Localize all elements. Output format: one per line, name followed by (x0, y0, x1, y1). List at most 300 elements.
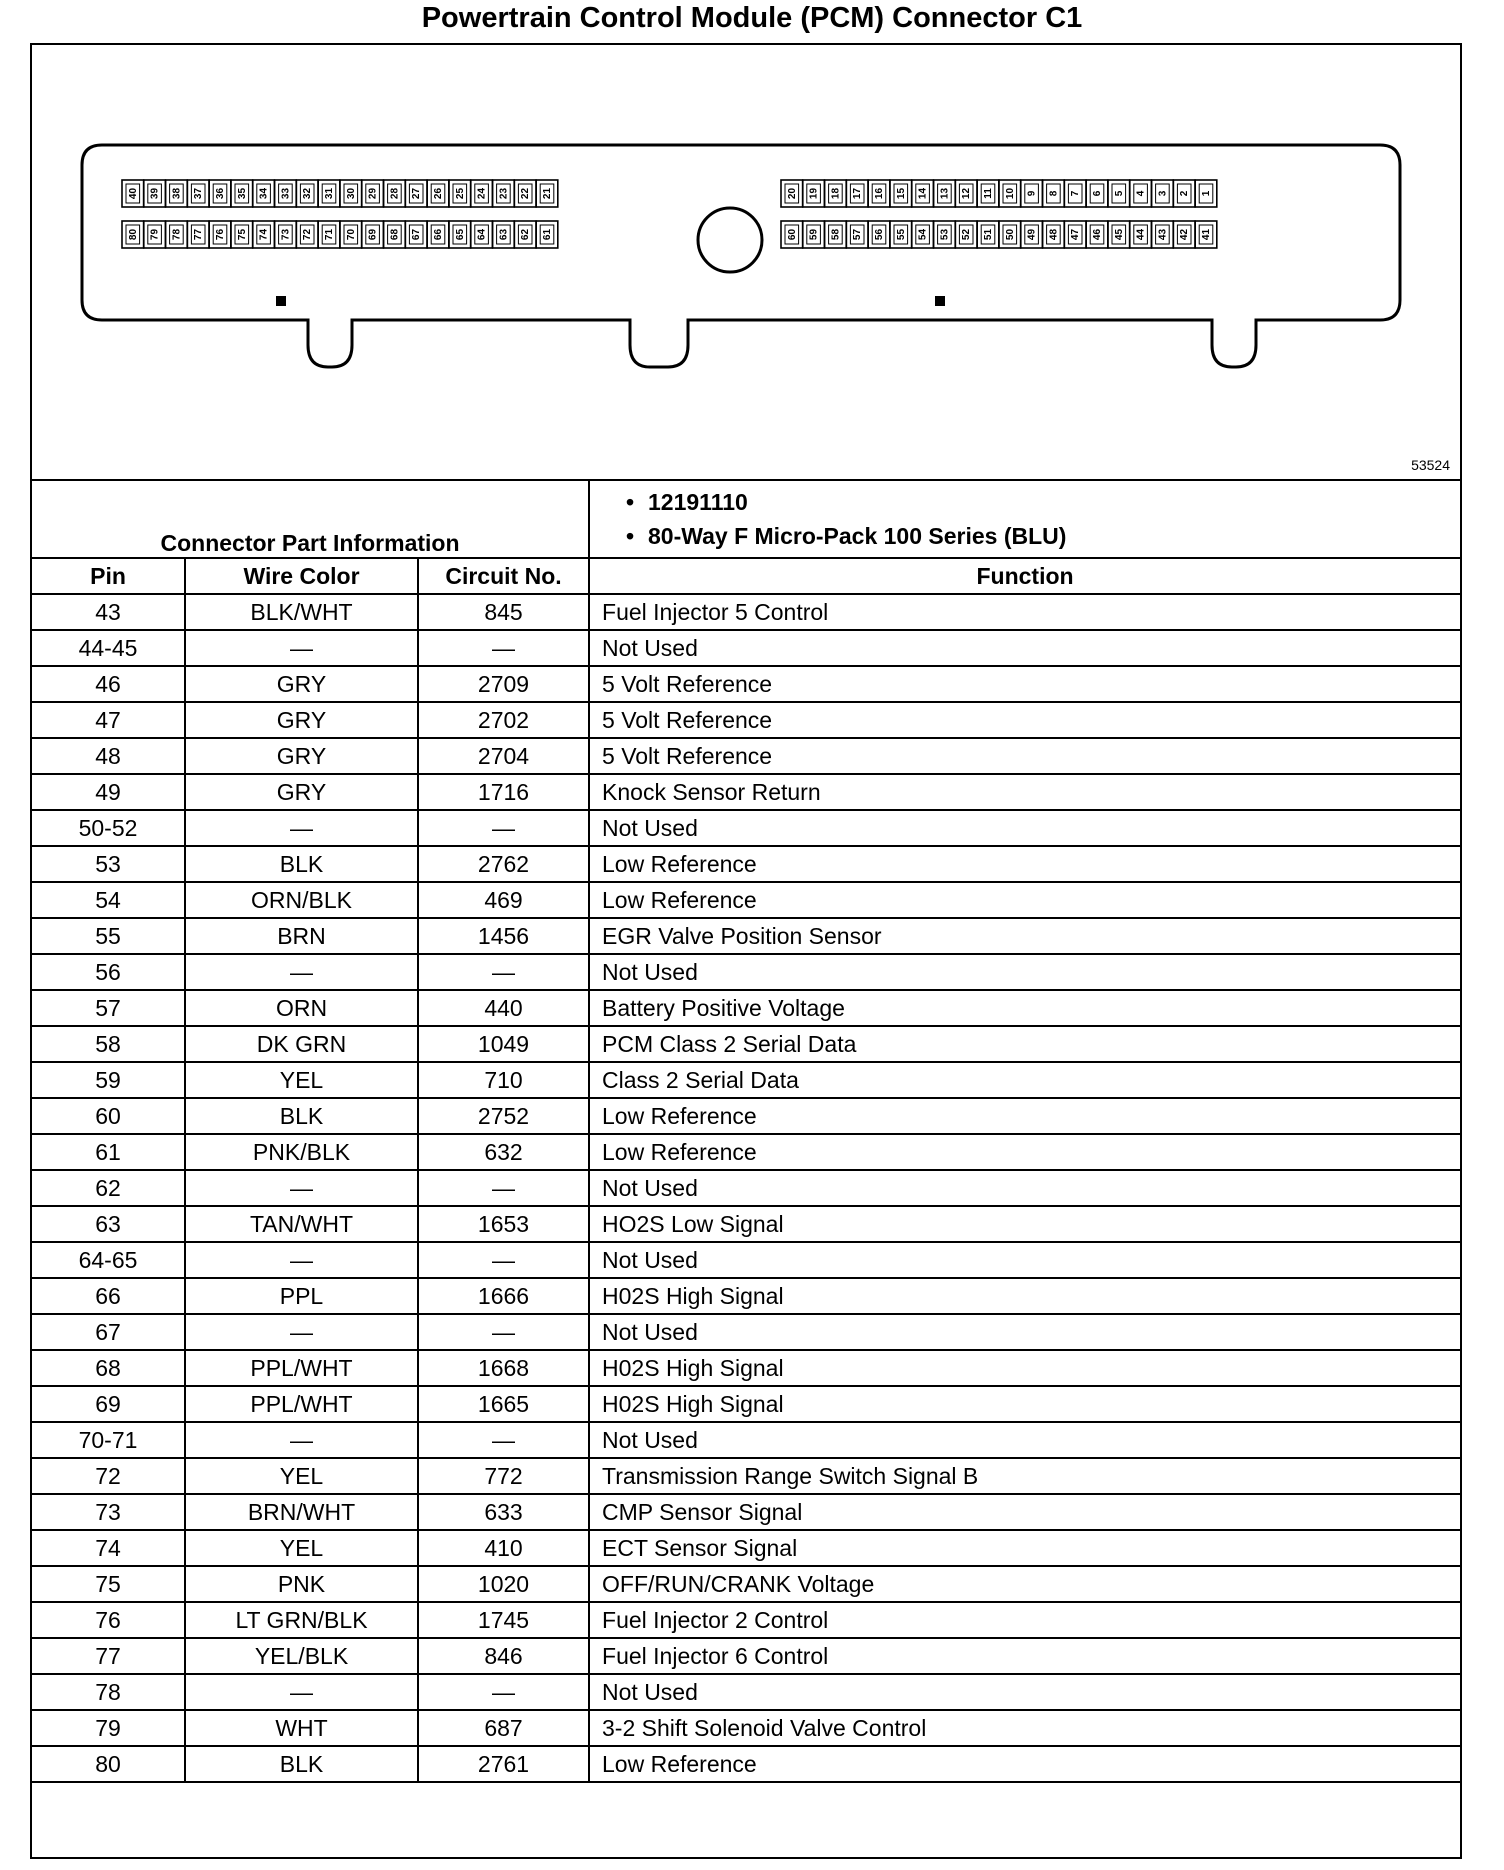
table-row (32, 1170, 1460, 1206)
pin-number: 67 (411, 228, 423, 241)
cell-circuit-no: — (418, 630, 589, 666)
pin-cell (275, 180, 297, 207)
cell-function: Low Reference (589, 1746, 1460, 1782)
cell-pin: 78 (32, 1674, 185, 1710)
cell-function: Not Used (589, 1170, 1460, 1206)
part-number: 12191110 (648, 489, 748, 515)
pin-number: 63 (498, 228, 510, 241)
cell-wire-color: — (185, 1170, 418, 1206)
pin-cell (955, 180, 977, 207)
pin-number: 65 (454, 228, 466, 241)
pin-number: 4 (1135, 190, 1147, 197)
header-wire-color: Wire Color (185, 558, 418, 594)
page-title: Powertrain Control Module (PCM) Connector C1 (421, 2, 1083, 34)
cell-circuit-no: 687 (418, 1710, 589, 1746)
pin-cell (231, 221, 253, 248)
pin-cell (977, 221, 999, 248)
cell-function: OFF/RUN/CRANK Voltage (589, 1566, 1460, 1602)
table-row (32, 1242, 1460, 1278)
pin-cell (934, 180, 956, 207)
cell-function: H02S High Signal (589, 1350, 1460, 1386)
cell-circuit-no: 632 (418, 1134, 589, 1170)
cell-wire-color: WHT (185, 1710, 418, 1746)
cell-wire-color: BLK (185, 1746, 418, 1782)
cell-function: Not Used (589, 1674, 1460, 1710)
pin-cell (781, 180, 803, 207)
pin-cell (1130, 221, 1152, 248)
cell-function: ECT Sensor Signal (589, 1530, 1460, 1566)
table-row (32, 774, 1460, 810)
pin-number: 40 (127, 187, 139, 200)
cell-function: H02S High Signal (589, 1278, 1460, 1314)
pin-number: 78 (171, 228, 183, 241)
table-row (32, 1278, 1460, 1314)
pin-number: 28 (389, 187, 401, 200)
pin-number: 55 (895, 228, 907, 241)
pin-number: 48 (1048, 228, 1060, 241)
cell-circuit-no: — (418, 1242, 589, 1278)
pin-number: 72 (302, 228, 314, 241)
pin-cell (977, 180, 999, 207)
pin-number: 5 (1113, 190, 1125, 197)
cell-function: Fuel Injector 5 Control (589, 594, 1460, 630)
cell-function: HO2S Low Signal (589, 1206, 1460, 1242)
pin-number: 7 (1070, 190, 1082, 197)
cell-circuit-no: 440 (418, 990, 589, 1026)
pin-cell (1043, 221, 1065, 248)
pin-cell (231, 180, 253, 207)
table-row (32, 1026, 1460, 1062)
pin-cell (934, 221, 956, 248)
table-row (32, 738, 1460, 774)
pin-number: 46 (1092, 228, 1103, 241)
cell-circuit-no: 1668 (418, 1350, 589, 1386)
cell-function: 5 Volt Reference (589, 666, 1460, 702)
cell-wire-color: GRY (185, 702, 418, 738)
pin-number: 68 (389, 228, 401, 241)
pin-cell (144, 221, 166, 248)
pin-number: 9 (1026, 190, 1038, 197)
pin-number: 36 (215, 187, 226, 200)
pin-cell (122, 180, 144, 207)
cell-wire-color: PNK (185, 1566, 418, 1602)
pin-cell (536, 221, 558, 248)
pin-cell (1152, 180, 1174, 207)
cell-circuit-no: 1745 (418, 1602, 589, 1638)
cell-circuit-no: — (418, 954, 589, 990)
table-row (32, 1674, 1460, 1710)
table-row (32, 1710, 1460, 1746)
pin-number: 11 (983, 188, 994, 199)
cell-wire-color: — (185, 954, 418, 990)
cell-pin: 79 (32, 1710, 185, 1746)
pin-number: 19 (808, 187, 820, 200)
cell-wire-color: TAN/WHT (185, 1206, 418, 1242)
pin-number: 52 (961, 228, 973, 241)
table-row (32, 1746, 1460, 1782)
cell-wire-color: YEL (185, 1530, 418, 1566)
cell-circuit-no: 469 (418, 882, 589, 918)
pin-cell (514, 180, 536, 207)
pin-number: 75 (236, 228, 248, 241)
cell-wire-color: GRY (185, 774, 418, 810)
pin-cell (296, 180, 318, 207)
pin-number: 23 (498, 187, 510, 200)
pin-number: 77 (193, 228, 205, 241)
pin-cell (187, 221, 209, 248)
table-row (32, 1134, 1460, 1170)
cell-circuit-no: 772 (418, 1458, 589, 1494)
pin-cell (1021, 221, 1043, 248)
cell-circuit-no: 2762 (418, 846, 589, 882)
pin-number: 13 (939, 187, 951, 200)
pin-cell (384, 180, 406, 207)
cell-circuit-no: 1665 (418, 1386, 589, 1422)
pin-cell (1086, 221, 1108, 248)
pin-number: 80 (127, 228, 139, 241)
pin-number: 58 (830, 228, 842, 241)
cell-wire-color: BRN/WHT (185, 1494, 418, 1530)
cell-wire-color: — (185, 1314, 418, 1350)
pin-number: 3 (1157, 190, 1169, 197)
cell-pin: 48 (32, 738, 185, 774)
cell-circuit-no: 2752 (418, 1098, 589, 1134)
cell-function: 5 Volt Reference (589, 738, 1460, 774)
pin-number: 57 (852, 228, 864, 241)
cell-wire-color: YEL (185, 1458, 418, 1494)
pin-number: 47 (1070, 228, 1082, 241)
pin-number: 12 (961, 187, 973, 200)
cell-function: 5 Volt Reference (589, 702, 1460, 738)
pin-cell (846, 221, 868, 248)
pin-number: 30 (345, 187, 357, 200)
pin-cell (781, 221, 803, 248)
pin-number: 70 (345, 228, 357, 241)
pin-cell (362, 221, 384, 248)
table-row (32, 1314, 1460, 1350)
pin-cell (471, 180, 493, 207)
pin-cell (209, 221, 231, 248)
header-pin: Pin (32, 558, 185, 594)
table-row (32, 702, 1460, 738)
pin-number: 15 (895, 187, 907, 200)
pin-cell (868, 180, 890, 207)
cell-wire-color: — (185, 810, 418, 846)
cell-circuit-no: 710 (418, 1062, 589, 1098)
table-row (32, 918, 1460, 954)
pin-number: 71 (324, 228, 335, 241)
table-row (32, 630, 1460, 666)
cell-pin: 76 (32, 1602, 185, 1638)
pin-cell (471, 221, 493, 248)
cell-wire-color: BRN (185, 918, 418, 954)
cell-circuit-no: — (418, 1674, 589, 1710)
cell-wire-color: LT GRN/BLK (185, 1602, 418, 1638)
cell-circuit-no: 2709 (418, 666, 589, 702)
cell-function: Fuel Injector 2 Control (589, 1602, 1460, 1638)
cell-wire-color: GRY (185, 738, 418, 774)
pin-cell (449, 221, 471, 248)
table-row (32, 1350, 1460, 1386)
cell-wire-color: ORN (185, 990, 418, 1026)
cell-function: Low Reference (589, 1098, 1460, 1134)
cell-wire-color: — (185, 1422, 418, 1458)
center-keying-hole (698, 208, 762, 272)
pin-cell (890, 221, 912, 248)
pin-number: 2 (1179, 190, 1191, 197)
cell-circuit-no: 2761 (418, 1746, 589, 1782)
table-row (32, 666, 1460, 702)
pin-cell (825, 180, 847, 207)
pin-number: 22 (520, 187, 532, 200)
pin-cell (318, 221, 340, 248)
pin-cell (340, 180, 362, 207)
cell-wire-color: GRY (185, 666, 418, 702)
cell-function: Not Used (589, 630, 1460, 666)
pin-cell (1173, 221, 1195, 248)
pin-number: 6 (1092, 190, 1103, 197)
pin-cell (340, 221, 362, 248)
pin-cell (1173, 180, 1195, 207)
cell-wire-color: — (185, 1674, 418, 1710)
pin-cell (1043, 180, 1065, 207)
cell-circuit-no: 845 (418, 594, 589, 630)
pin-cell (318, 180, 340, 207)
cell-function: Class 2 Serial Data (589, 1062, 1460, 1098)
pin-cell (405, 180, 427, 207)
cell-pin: 44-45 (32, 630, 185, 666)
pin-cell (912, 221, 934, 248)
table-row (32, 810, 1460, 846)
cell-circuit-no: 1020 (418, 1566, 589, 1602)
cell-circuit-no: 633 (418, 1494, 589, 1530)
pin-cell (999, 180, 1021, 207)
pin-number: 17 (852, 187, 864, 200)
pin-cell (253, 221, 275, 248)
part-description: 80-Way F Micro-Pack 100 Series (BLU) (648, 523, 1067, 549)
cell-function: Low Reference (589, 882, 1460, 918)
pin-number: 42 (1179, 228, 1191, 241)
pin-number: 37 (193, 187, 205, 200)
cell-function: EGR Valve Position Sensor (589, 918, 1460, 954)
pin-cell (1152, 221, 1174, 248)
cell-pin: 72 (32, 1458, 185, 1494)
pin-number: 69 (367, 228, 379, 241)
header-circuit-no: Circuit No. (418, 558, 589, 594)
pin-number: 66 (433, 228, 444, 241)
table-row (32, 990, 1460, 1026)
table-row (32, 1602, 1460, 1638)
connector-diagram (32, 45, 1460, 481)
pin-cell (1108, 221, 1130, 248)
cell-pin: 74 (32, 1530, 185, 1566)
table-row (32, 954, 1460, 990)
pin-cell (846, 180, 868, 207)
pin-cell (493, 180, 515, 207)
connector-info-details: • 12191110 • 80-Way F Micro-Pack 100 Series (BLU) (589, 481, 1460, 558)
pin-cell (122, 221, 144, 248)
cell-pin: 60 (32, 1098, 185, 1134)
cell-wire-color: YEL/BLK (185, 1638, 418, 1674)
pin-cell (803, 180, 825, 207)
pin-number: 56 (874, 228, 885, 241)
pin-cell (166, 180, 188, 207)
pin-number: 60 (786, 228, 798, 241)
pin-number: 79 (149, 228, 161, 241)
cell-function: Not Used (589, 810, 1460, 846)
cell-pin: 66 (32, 1278, 185, 1314)
cell-pin: 46 (32, 666, 185, 702)
pin-number: 39 (149, 187, 161, 200)
pin-number: 62 (520, 228, 532, 241)
pin-locator-mark-left (276, 296, 286, 306)
cell-circuit-no: 1666 (418, 1278, 589, 1314)
cell-circuit-no: 2704 (418, 738, 589, 774)
cell-function: Low Reference (589, 1134, 1460, 1170)
pin-number: 74 (258, 228, 270, 241)
pin-number: 25 (454, 187, 466, 200)
cell-pin: 62 (32, 1170, 185, 1206)
cell-circuit-no: — (418, 1422, 589, 1458)
header-function: Function (589, 558, 1460, 594)
cell-function: Fuel Injector 6 Control (589, 1638, 1460, 1674)
cell-pin: 49 (32, 774, 185, 810)
cell-wire-color: PNK/BLK (185, 1134, 418, 1170)
cell-wire-color: BLK/WHT (185, 594, 418, 630)
pin-number: 59 (808, 228, 820, 241)
pin-number: 51 (983, 228, 994, 241)
pin-number: 31 (324, 187, 335, 200)
pin-number: 50 (1004, 228, 1016, 241)
connector-info-row (32, 481, 1460, 558)
pin-number: 44 (1135, 228, 1147, 241)
pin-number: 49 (1026, 228, 1038, 241)
pin-cell (427, 180, 449, 207)
cell-function: CMP Sensor Signal (589, 1494, 1460, 1530)
pin-number: 18 (830, 187, 842, 200)
pin-number: 16 (874, 187, 885, 200)
cell-pin: 54 (32, 882, 185, 918)
cell-circuit-no: 846 (418, 1638, 589, 1674)
pin-number: 54 (917, 228, 929, 241)
cell-function: Battery Positive Voltage (589, 990, 1460, 1026)
pin-cell (1064, 221, 1086, 248)
cell-function: Not Used (589, 954, 1460, 990)
cell-circuit-no: 1456 (418, 918, 589, 954)
pin-number: 41 (1201, 228, 1212, 241)
pin-number: 24 (476, 187, 488, 200)
cell-wire-color: PPL (185, 1278, 418, 1314)
pin-number: 61 (542, 228, 553, 241)
table-row (32, 882, 1460, 918)
pin-cell (362, 180, 384, 207)
table-header-row (32, 558, 1460, 594)
cell-circuit-no: 410 (418, 1530, 589, 1566)
pin-cell (209, 180, 231, 207)
cell-wire-color: — (185, 1242, 418, 1278)
cell-pin: 67 (32, 1314, 185, 1350)
cell-function: H02S High Signal (589, 1386, 1460, 1422)
cell-pin: 57 (32, 990, 185, 1026)
table-row (32, 1062, 1460, 1098)
cell-wire-color: YEL (185, 1062, 418, 1098)
pin-cell (1195, 180, 1217, 207)
cell-pin: 69 (32, 1386, 185, 1422)
pin-number: 8 (1048, 190, 1060, 197)
pin-cell (868, 221, 890, 248)
table-row (32, 1206, 1460, 1242)
cell-wire-color: BLK (185, 846, 418, 882)
pin-cell (955, 221, 977, 248)
pin-cell (1130, 180, 1152, 207)
table-row (32, 1386, 1460, 1422)
pin-table (32, 481, 1460, 1783)
cell-circuit-no: 1049 (418, 1026, 589, 1062)
pin-number: 10 (1004, 187, 1016, 200)
pin-number: 29 (367, 187, 379, 200)
pin-cell (449, 180, 471, 207)
cell-pin: 77 (32, 1638, 185, 1674)
pin-cell (384, 221, 406, 248)
pin-number: 20 (786, 187, 798, 200)
pin-cell (144, 180, 166, 207)
pin-number: 73 (280, 228, 292, 241)
connector-outline (82, 145, 1400, 367)
pin-locator-mark-right (935, 296, 945, 306)
cell-function: Knock Sensor Return (589, 774, 1460, 810)
pin-cell (1108, 180, 1130, 207)
pin-cell (514, 221, 536, 248)
pin-cell (1195, 221, 1217, 248)
table-row (32, 1422, 1460, 1458)
cell-wire-color: BLK (185, 1098, 418, 1134)
pin-number: 43 (1157, 228, 1169, 241)
cell-function: PCM Class 2 Serial Data (589, 1026, 1460, 1062)
cell-pin: 63 (32, 1206, 185, 1242)
pin-number: 76 (215, 228, 226, 241)
cell-function: Not Used (589, 1314, 1460, 1350)
pin-number: 64 (476, 228, 488, 241)
cell-pin: 55 (32, 918, 185, 954)
cell-wire-color: PPL/WHT (185, 1350, 418, 1386)
cell-pin: 64-65 (32, 1242, 185, 1278)
cell-pin: 73 (32, 1494, 185, 1530)
cell-circuit-no: 1653 (418, 1206, 589, 1242)
pin-cell (187, 180, 209, 207)
cell-circuit-no: 1716 (418, 774, 589, 810)
pin-cell (427, 221, 449, 248)
table-row (32, 594, 1460, 630)
pin-cell (275, 221, 297, 248)
table-row (32, 1494, 1460, 1530)
pin-cell (253, 180, 275, 207)
cell-pin: 70-71 (32, 1422, 185, 1458)
pin-number: 27 (411, 187, 423, 200)
pin-number: 35 (236, 187, 248, 200)
table-row (32, 846, 1460, 882)
pin-cell (825, 221, 847, 248)
cell-wire-color: — (185, 630, 418, 666)
table-row (32, 1530, 1460, 1566)
pin-cell (1086, 180, 1108, 207)
cell-pin: 50-52 (32, 810, 185, 846)
cell-function: Not Used (589, 1422, 1460, 1458)
pin-cell (405, 221, 427, 248)
cell-pin: 80 (32, 1746, 185, 1782)
table-row (32, 1566, 1460, 1602)
table-row (32, 1098, 1460, 1134)
cell-function: Transmission Range Switch Signal B (589, 1458, 1460, 1494)
